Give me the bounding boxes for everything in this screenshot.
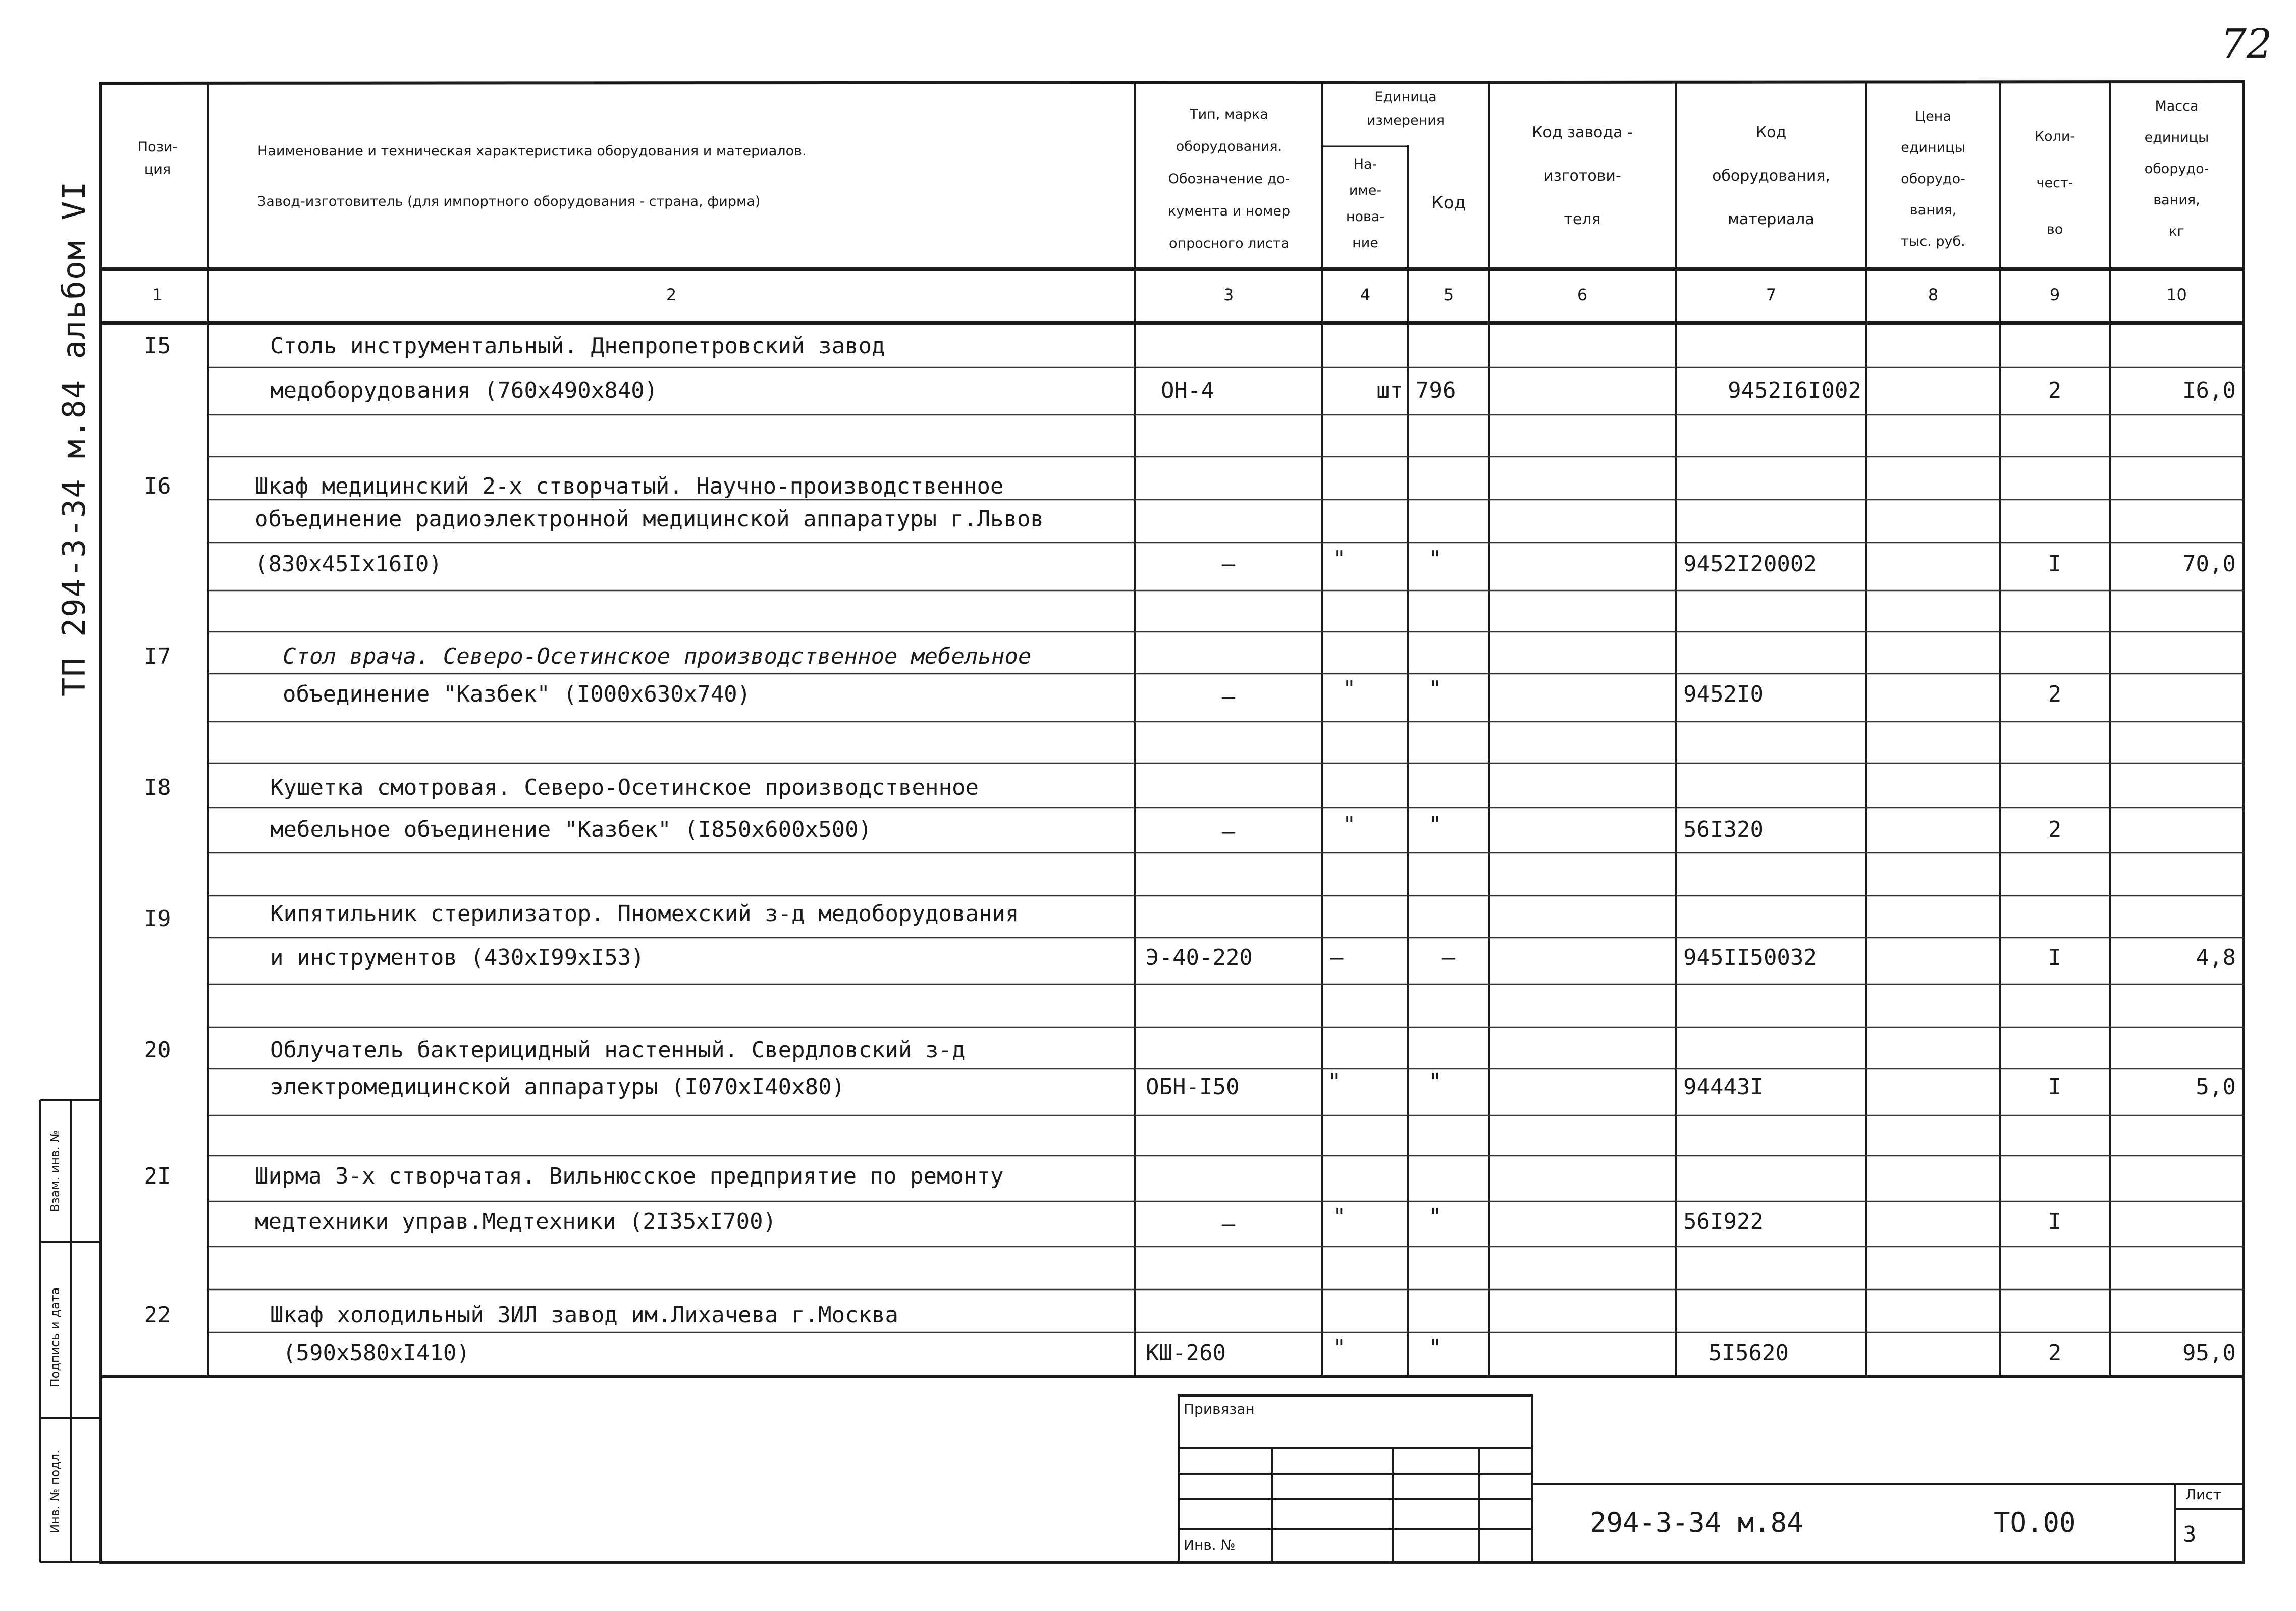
row-unit-name: " [1332,546,1346,572]
row-quantity: 2 [2048,817,2062,842]
side-document-code: ТП 294-3-34 м.84 альбом VI [56,180,92,696]
row-unit-name: " [1343,676,1356,702]
row-unit-name: " [1332,1335,1346,1361]
row-position: 20 [144,1037,171,1063]
row-unit-code: – [1441,945,1456,971]
row-name-line: Кушетка смотровая. Северо-Осетинское производственное [270,775,979,800]
row-name-line: электромедицинской аппаратуры (I070xI40x80) [270,1074,845,1100]
row-equipment-code: 5I5620 [1708,1340,1789,1366]
row-name-line: мебельное объединение "Казбек" (I850x600x500) [270,817,872,842]
row-name-line: Шкаф холодильный ЗИЛ завод им.Лихачева г.Москва [270,1302,899,1328]
stamp-attached-label: Привязан [1184,1401,1255,1417]
row-type: ОН-4 [1161,378,1214,403]
row-mass: 4,8 [2196,945,2236,971]
row-unit-name: – [1330,945,1344,971]
row-name-line: Столь инструментальный. Днепропетровский завод [270,333,885,359]
header-unit-code: Код [1431,193,1466,213]
row-position: I8 [144,775,171,800]
page-number: 72 [2221,20,2272,67]
column-number: 2 [666,285,677,304]
row-equipment-code: 9452I20002 [1683,551,1817,577]
margin-label-inv-podl: Инв. № подл. [48,1449,62,1533]
row-name-line: (590x580xI410) [283,1340,470,1366]
stamp-inv-label: Инв. № [1184,1537,1236,1553]
header-position: Пози- ция [137,139,178,177]
row-unit-code: " [1428,676,1442,702]
row-quantity: 2 [2048,681,2062,707]
column-number: 8 [1928,285,1939,304]
row-name-line: Стол врача. Северо-Осетинское производственное мебельное [283,643,1032,669]
row-name-line: объединение радиоэлектронной медицинской аппаратуры г.Львов [255,506,1044,532]
row-quantity: I [2048,945,2062,971]
column-number: 5 [1443,285,1454,304]
sheet-label: Лист [2185,1486,2221,1503]
header-name: Наименование и техническая характеристика оборудования и материалов. Завод-изготовитель (для импортного оборудования - страна, фирма) [257,143,807,209]
row-mass: I6,0 [2182,378,2236,403]
row-position: I9 [144,906,171,932]
row-unit-code: " [1428,1204,1442,1229]
column-number: 7 [1766,285,1777,304]
row-type: КШ-260 [1146,1340,1226,1366]
margin-label-signature: Подпись и дата [48,1287,62,1388]
row-quantity: I [2048,1074,2062,1100]
row-name-line: и инструментов (430xI99xI53) [270,945,645,971]
column-number: 9 [2049,285,2060,304]
header-quantity: Коли- чест- во [2034,129,2075,237]
row-name-line: Облучатель бактерицидный настенный. Свердловский з-д [270,1037,966,1063]
row-type: – [1221,1211,1236,1237]
header-type: Тип, марка оборудования. Обозначение до- кумента и номер опросного листа [1167,106,1291,251]
row-name-line: медоборудования (760x490x840) [270,378,658,403]
row-position: 2I [144,1163,171,1189]
row-name-line: (830x45Ix16I0) [255,551,442,577]
margin-label-vzam: Взам. инв. № [48,1130,62,1212]
header-units: Единица измерения [1366,89,1445,128]
row-unit-code: " [1428,1069,1442,1095]
row-unit-code: " [1428,546,1442,572]
row-unit-code: 796 [1416,378,1456,403]
row-quantity: I [2048,1209,2062,1234]
row-position: I6 [144,473,171,499]
row-equipment-code: 56I922 [1683,1209,1764,1234]
row-quantity: 2 [2048,1340,2062,1366]
row-equipment-code: 56I320 [1683,817,1764,842]
document-series: ТО.00 [1994,1507,2076,1538]
row-name-line: Шкаф медицинский 2-х створчатый. Научно-производственное [255,473,1004,499]
row-unit-name: " [1343,812,1356,837]
row-unit-name: " [1332,1204,1346,1229]
row-mass: 95,0 [2182,1340,2236,1366]
row-equipment-code: 9452I6I002 [1728,378,1861,403]
column-number: 10 [2166,285,2187,304]
header-factory-code: Код завода - изготови- теля [1532,124,1633,228]
row-unit-name: шт [1376,378,1403,403]
row-equipment-code: 94443I [1683,1074,1764,1100]
sheet-number: 3 [2183,1522,2197,1547]
row-position: 22 [144,1302,171,1328]
row-position: I7 [144,643,171,669]
header-mass: Масса единицы оборудо- вания, кг [2144,98,2209,239]
row-position: I5 [144,333,171,359]
row-name-line: Кипятильник стерилизатор. Пномехский з-д медоборудования [270,901,1019,927]
document-code: 294-3-34 м.84 [1590,1507,1803,1538]
header-price: Цена единицы оборудо- вания, тыс. руб. [1901,109,1965,249]
row-type: – [1221,684,1236,710]
row-quantity: I [2048,551,2062,577]
row-type: ОБН-I50 [1146,1074,1240,1100]
row-type: – [1221,819,1236,844]
row-mass: 70,0 [2182,551,2236,577]
row-equipment-code: 9452I0 [1683,681,1764,707]
column-number: 4 [1360,285,1371,304]
row-unit-code: " [1428,1335,1442,1361]
column-number: 3 [1223,285,1234,304]
row-equipment-code: 945II50032 [1683,945,1817,971]
row-mass: 5,0 [2196,1074,2236,1100]
column-number: 1 [152,285,163,304]
row-unit-name: " [1327,1069,1341,1095]
row-name-line: Ширма 3-х створчатая. Вильнюсское предприятие по ремонту [255,1163,1004,1189]
column-number: 6 [1577,285,1588,304]
header-equipment-code: Код оборудования, материала [1712,124,1830,228]
row-type: Э-40-220 [1146,945,1253,971]
row-name-line: медтехники управ.Медтехники (2I35xI700) [255,1209,777,1234]
row-name-line: объединение "Казбек" (I000x630x740) [283,681,751,707]
row-type: – [1221,551,1236,577]
header-unit-name: На- име- нова- ние [1346,156,1385,251]
row-quantity: 2 [2048,378,2062,403]
row-unit-code: " [1428,812,1442,837]
